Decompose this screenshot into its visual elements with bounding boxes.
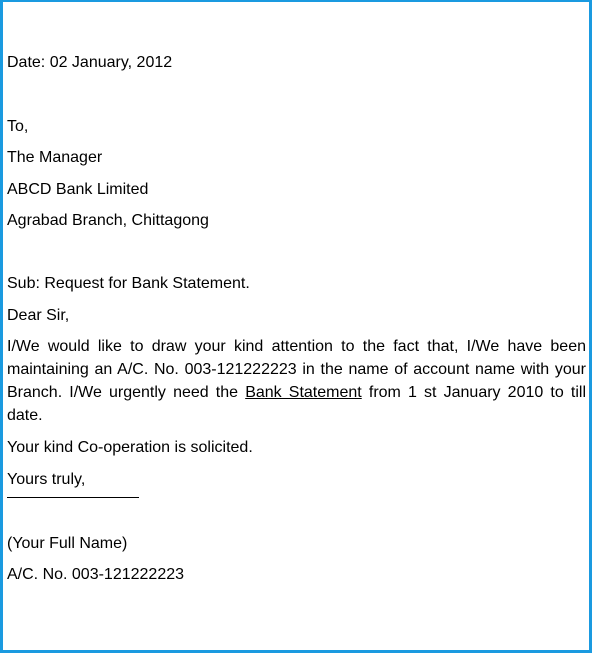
- letter-salutation: Dear Sir,: [7, 307, 70, 324]
- letter-body: [7, 335, 586, 427]
- bank-name: ABCD Bank Limited: [7, 181, 149, 198]
- closing-line: Yours truly,: [7, 471, 86, 488]
- cooperation-line: Your kind Co-operation is solicited.: [7, 439, 253, 456]
- body-text-part1: I/We would like to draw your kind attention to the fact that, I/We have been maintaining an A/C. No. 003-121222223 in the name of account name with your Branch. I/We urgently need the: [7, 338, 586, 401]
- body-text-part2: from 1 st January 2010 to till date.: [7, 384, 587, 424]
- letter-date: Date: 02 January, 2012: [7, 54, 173, 71]
- branch-address: Agrabad Branch, Chittagong: [7, 212, 209, 229]
- signature-name: (Your Full Name): [7, 535, 128, 552]
- bank-statement-link[interactable]: Bank Statement: [245, 384, 362, 401]
- letter-subject: Sub: Request for Bank Statement.: [7, 275, 250, 292]
- letter-to: To,: [7, 118, 29, 135]
- account-number: A/C. No. 003-121222223: [7, 566, 185, 583]
- recipient-title: The Manager: [7, 149, 103, 166]
- signature-line: [7, 497, 139, 498]
